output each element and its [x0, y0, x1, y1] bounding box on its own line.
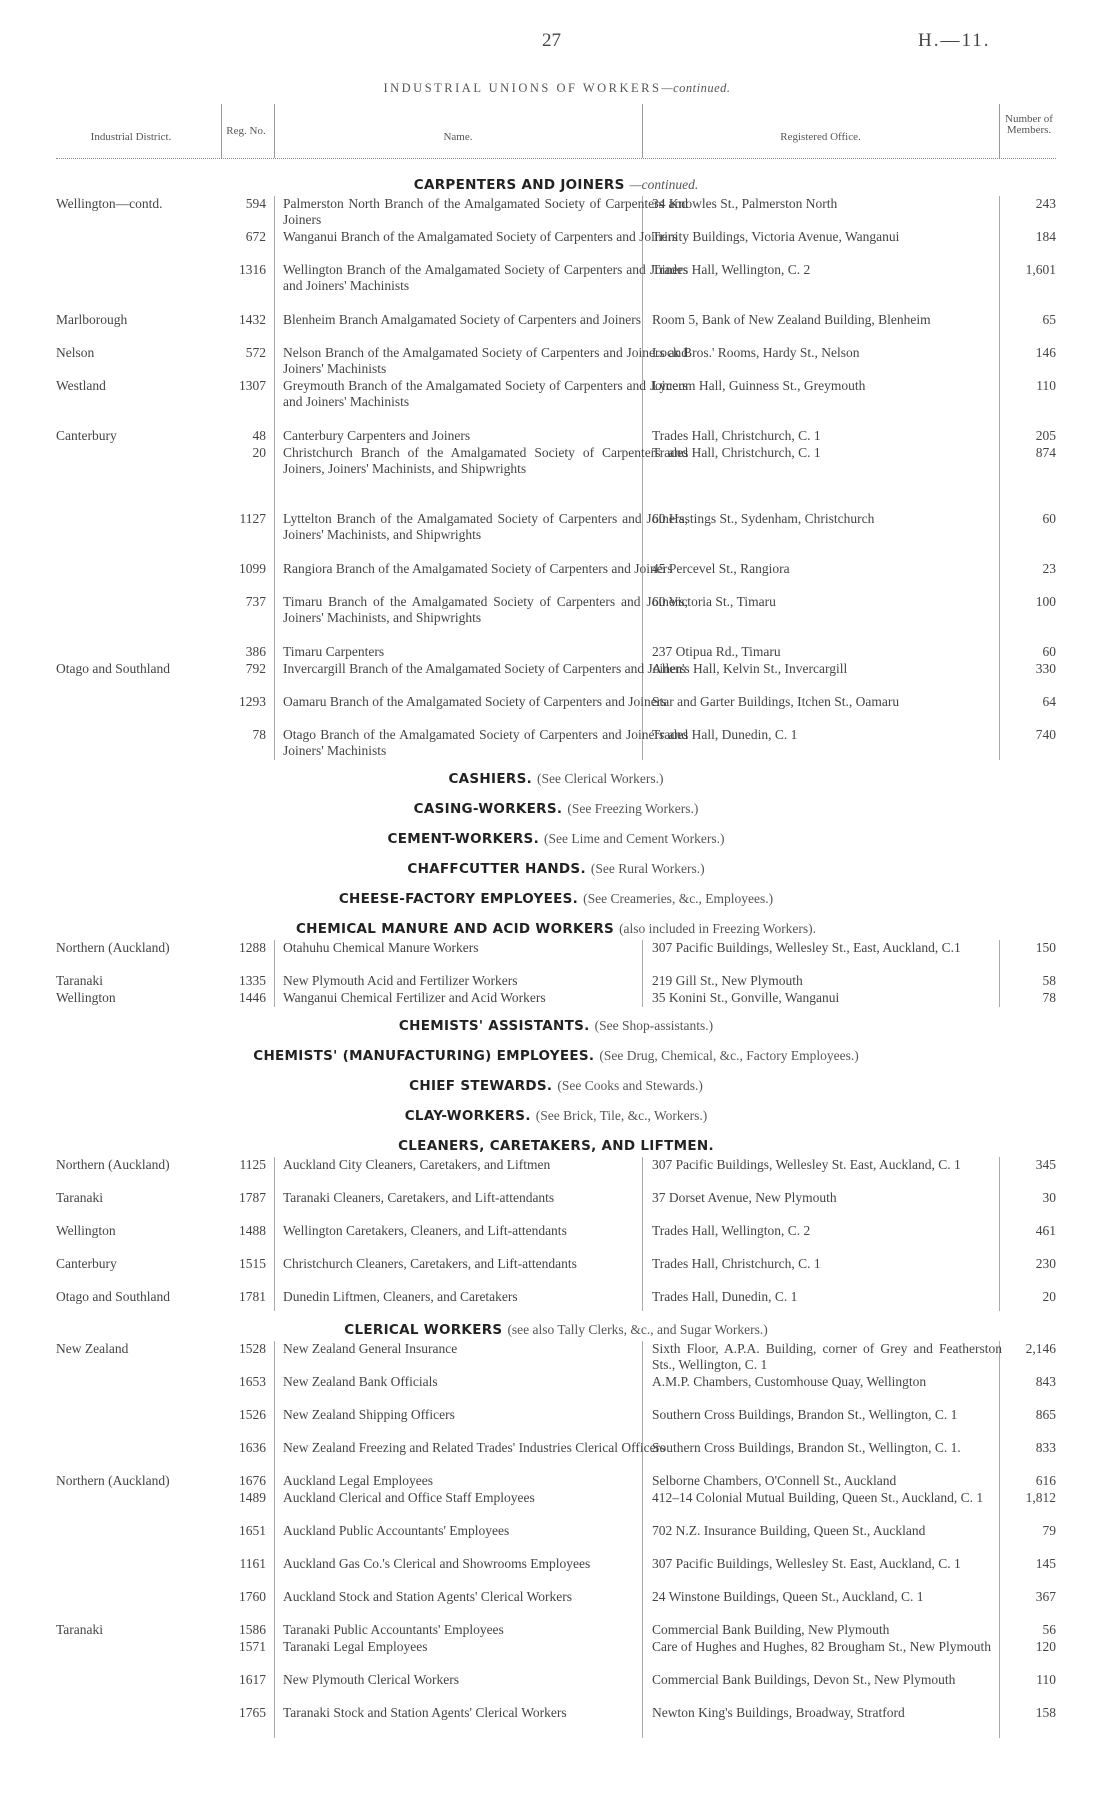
district-cell: Canterbury — [56, 428, 117, 443]
reg-number-cell: 386 — [245, 644, 266, 659]
registered-office-cell: Room 5, Bank of New Zealand Building, Blenheim — [652, 312, 931, 327]
member-count-cell: 120 — [1035, 1639, 1056, 1654]
member-count-cell: 184 — [1035, 229, 1056, 244]
member-count-cell: 56 — [1042, 1622, 1056, 1637]
table-row — [56, 229, 1056, 262]
column-header-name: Name. — [443, 131, 473, 143]
member-count-cell: 78 — [1042, 990, 1056, 1005]
column-header-row — [56, 104, 1056, 160]
registered-office-cell: Southern Cross Buildings, Brandon St., Wellington, C. 1. — [652, 1440, 961, 1455]
column-divider — [274, 727, 275, 760]
district-cell: Canterbury — [56, 1256, 117, 1271]
union-name-cell: Rangiora Branch of the Amalgamated Society of Carpenters and Joiners — [283, 561, 673, 576]
header-rule — [56, 158, 1056, 159]
registered-office-cell: Care of Hughes and Hughes, 82 Brougham St., New Plymouth — [652, 1639, 991, 1654]
union-name-cell: New Plymouth Acid and Fertilizer Workers — [283, 973, 518, 988]
table-row — [56, 1223, 1056, 1256]
column-divider — [274, 1190, 275, 1223]
section-note: (See Freezing Workers.) — [567, 801, 699, 816]
registered-office-cell: Trades Hall, Christchurch, C. 1 — [652, 1256, 821, 1271]
section-heading-carpenters-and-joiners — [56, 174, 1056, 196]
section-heading-text: CASING-WORKERS. — [413, 801, 563, 817]
column-divider — [274, 973, 275, 990]
reg-number-cell: 1488 — [239, 1223, 266, 1238]
table-row — [56, 594, 1056, 644]
reg-number-cell: 672 — [245, 229, 266, 244]
member-count-cell: 843 — [1035, 1374, 1056, 1389]
union-name-cell: Canterbury Carpenters and Joiners — [283, 428, 471, 443]
table-row — [56, 1190, 1056, 1223]
registered-office-cell: Allen's Hall, Kelvin St., Invercargill — [652, 661, 848, 676]
column-divider — [274, 1639, 275, 1672]
union-register-table — [56, 174, 1056, 1746]
registered-office-cell: Commercial Bank Building, New Plymouth — [652, 1622, 890, 1637]
section-heading-chemists-assistants — [56, 1015, 1056, 1045]
column-divider — [274, 661, 275, 694]
member-count-cell: 20 — [1042, 1289, 1056, 1304]
registered-office-cell: 412–14 Colonial Mutual Building, Queen St., Auckland, C. 1 — [652, 1490, 984, 1505]
column-divider — [274, 262, 275, 312]
registered-office-cell: Trades Hall, Dunedin, C. 1 — [652, 1289, 798, 1304]
column-divider — [274, 1341, 275, 1374]
column-divider — [274, 561, 275, 594]
table-row — [56, 1556, 1056, 1589]
union-name-cell: Otago Branch of the Amalgamated Society of Carpenters and Joiners and Joiners' Machinists — [283, 727, 688, 758]
district-cell: Northern (Auckland) — [56, 1473, 170, 1488]
registered-office-cell: Trades Hall, Wellington, C. 2 — [652, 262, 811, 277]
column-divider — [274, 428, 275, 445]
section-heading-text: CLERICAL WORKERS — [344, 1322, 503, 1338]
member-count-cell: 205 — [1035, 428, 1056, 443]
reg-number-cell: 572 — [245, 345, 266, 360]
member-count-cell: 100 — [1035, 594, 1056, 609]
reg-number-cell: 1307 — [239, 378, 266, 393]
district-cell: Wellington — [56, 1223, 116, 1238]
section-note: (See Creameries, &c., Employees.) — [583, 891, 774, 906]
table-row — [56, 940, 1056, 973]
member-count-cell: 345 — [1035, 1157, 1056, 1172]
member-count-cell: 146 — [1035, 345, 1056, 360]
section-heading-chaffcutter-hands — [56, 858, 1056, 888]
union-name-cell: Christchurch Branch of the Amalgamated Society of Carpenters and Joiners, Joiners' Machinists, and Shipwrights — [283, 445, 688, 476]
member-count-cell: 874 — [1035, 445, 1056, 460]
member-count-cell: 330 — [1035, 661, 1056, 676]
table-row — [56, 1157, 1056, 1190]
column-divider — [999, 104, 1000, 158]
member-count-cell: 30 — [1042, 1190, 1056, 1205]
column-divider — [274, 1157, 275, 1190]
member-count-cell: 60 — [1042, 644, 1056, 659]
registered-office-cell: 307 Pacific Buildings, Wellesley St. East, Auckland, C. 1 — [652, 1157, 961, 1172]
column-divider — [274, 990, 275, 1007]
union-name-cell: Invercargill Branch of the Amalgamated Society of Carpenters and Joiners — [283, 661, 686, 676]
member-count-cell: 243 — [1035, 196, 1056, 211]
reg-number-cell: 1526 — [239, 1407, 266, 1422]
section-heading-casing-workers — [56, 798, 1056, 828]
union-name-cell: Otahuhu Chemical Manure Workers — [283, 940, 479, 955]
table-row — [56, 1589, 1056, 1622]
column-divider — [274, 1705, 275, 1738]
district-cell: Northern (Auckland) — [56, 1157, 170, 1172]
reg-number-cell: 1636 — [239, 1440, 266, 1455]
table-row — [56, 727, 1056, 760]
section-spacer — [56, 760, 1056, 768]
reg-number-cell: 1617 — [239, 1672, 266, 1687]
union-name-cell: Christchurch Cleaners, Caretakers, and Lift-attendants — [283, 1256, 577, 1271]
reg-number-cell: 1586 — [239, 1622, 266, 1637]
union-name-cell: Palmerston North Branch of the Amalgamated Society of Carpenters and Joiners — [283, 196, 688, 227]
section-heading-text: CLAY-WORKERS. — [404, 1108, 531, 1124]
registered-office-cell: Star and Garter Buildings, Itchen St., Oamaru — [652, 694, 900, 709]
registered-office-cell: 702 N.Z. Insurance Building, Queen St., Auckland — [652, 1523, 926, 1538]
column-divider — [274, 1556, 275, 1589]
page-title-text: INDUSTRIAL UNIONS OF WORKERS — [383, 81, 662, 95]
column-divider — [274, 1223, 275, 1256]
section-heading-text: CHAFFCUTTER HANDS. — [407, 861, 586, 877]
registered-office-cell: 60 Hastings St., Sydenham, Christchurch — [652, 511, 875, 526]
reg-number-cell: 1288 — [239, 940, 266, 955]
reg-number-cell: 594 — [245, 196, 266, 211]
union-name-cell: New Zealand General Insurance — [283, 1341, 458, 1356]
member-count-cell: 1,601 — [1025, 262, 1056, 277]
union-name-cell: Taranaki Legal Employees — [283, 1639, 428, 1654]
reg-number-cell: 1125 — [239, 1157, 266, 1172]
column-divider — [274, 196, 275, 229]
reg-number-cell: 78 — [252, 727, 266, 742]
reg-number-cell: 1515 — [239, 1256, 266, 1271]
section-heading-text: CLEANERS, CARETAKERS, AND LIFTMEN. — [398, 1138, 714, 1154]
reg-number-cell: 1127 — [239, 511, 266, 526]
column-divider — [274, 511, 275, 561]
reg-number-cell: 48 — [252, 428, 266, 443]
column-divider — [274, 378, 275, 428]
table-row — [56, 973, 1056, 990]
registered-office-cell: 60 Victoria St., Timaru — [652, 594, 776, 609]
reg-number-cell: 1781 — [239, 1289, 266, 1304]
union-name-cell: Nelson Branch of the Amalgamated Society of Carpenters and Joiners and Joiners' Machinists — [283, 345, 688, 376]
column-divider — [274, 1490, 275, 1523]
union-name-cell: Wellington Branch of the Amalgamated Society of Carpenters and Joiners and Joiners' Machinists — [283, 262, 688, 293]
table-row — [56, 1672, 1056, 1705]
registered-office-cell: 24 Winstone Buildings, Queen St., Auckland, C. 1 — [652, 1589, 924, 1604]
column-divider — [274, 1672, 275, 1705]
registered-office-cell: 37 Dorset Avenue, New Plymouth — [652, 1190, 837, 1205]
section-note: (also included in Freezing Workers). — [619, 921, 817, 936]
reg-number-cell: 20 — [252, 445, 266, 460]
column-divider — [274, 1473, 275, 1490]
union-name-cell: Greymouth Branch of the Amalgamated Society of Carpenters and Joiners and Joiners' Machinists — [283, 378, 688, 409]
member-count-cell: 23 — [1042, 561, 1056, 576]
section-heading-text: CASHIERS. — [448, 771, 533, 787]
member-count-cell: 367 — [1035, 1589, 1056, 1604]
table-row — [56, 345, 1056, 378]
district-cell: Wellington—contd. — [56, 196, 163, 211]
column-header-members: Number of Members. — [1005, 113, 1053, 136]
district-cell: Taranaki — [56, 1622, 104, 1637]
column-header-reg: Reg. No. — [226, 125, 266, 137]
column-divider — [642, 104, 643, 158]
district-cell: Wellington — [56, 990, 116, 1005]
reg-number-cell: 1099 — [239, 561, 266, 576]
union-name-cell: Auckland Stock and Station Agents' Clerical Workers — [283, 1589, 573, 1604]
section-spacer — [56, 1738, 1056, 1746]
page-title — [0, 81, 1114, 96]
district-cell: Nelson — [56, 345, 95, 360]
member-count-cell: 865 — [1035, 1407, 1056, 1422]
reg-number-cell: 1293 — [239, 694, 266, 709]
column-header-office: Registered Office. — [780, 131, 861, 143]
section-spacer — [56, 1311, 1056, 1319]
section-heading-clerical-workers — [56, 1319, 1056, 1341]
table-row — [56, 312, 1056, 345]
section-note: (See Brick, Tile, &c., Workers.) — [535, 1108, 708, 1123]
table-row — [56, 1256, 1056, 1289]
column-divider — [274, 104, 275, 158]
member-count-cell: 461 — [1035, 1223, 1056, 1238]
page-title-suffix: —continued. — [661, 81, 731, 95]
reg-number-cell: 1489 — [239, 1490, 266, 1505]
column-divider — [274, 345, 275, 378]
table-row — [56, 262, 1056, 312]
section-note: (See Rural Workers.) — [590, 861, 705, 876]
column-divider — [274, 1622, 275, 1639]
section-heading-cashiers — [56, 768, 1056, 798]
column-divider — [274, 1289, 275, 1311]
district-cell: Taranaki — [56, 1190, 104, 1205]
registered-office-cell: Lock Bros.' Rooms, Hardy St., Nelson — [652, 345, 860, 360]
union-name-cell: New Zealand Shipping Officers — [283, 1407, 455, 1422]
table-row — [56, 1473, 1056, 1490]
member-count-cell: 60 — [1042, 511, 1056, 526]
column-divider — [274, 694, 275, 727]
union-name-cell: Auckland Public Accountants' Employees — [283, 1523, 510, 1538]
column-divider — [221, 104, 222, 158]
reg-number-cell: 1653 — [239, 1374, 266, 1389]
column-divider — [274, 1256, 275, 1289]
section-heading-text: CEMENT-WORKERS. — [387, 831, 539, 847]
reg-number-cell: 1335 — [239, 973, 266, 988]
member-count-cell: 230 — [1035, 1256, 1056, 1271]
registered-office-cell: Southern Cross Buildings, Brandon St., Wellington, C. 1 — [652, 1407, 958, 1422]
table-row — [56, 1705, 1056, 1738]
section-heading-cheese-factory-employees — [56, 888, 1056, 918]
section-heading-text: CHEESE-FACTORY EMPLOYEES. — [338, 891, 579, 907]
reg-number-cell: 1432 — [239, 312, 266, 327]
union-name-cell: Taranaki Cleaners, Caretakers, and Lift-attendants — [283, 1190, 555, 1205]
registered-office-cell: Trades Hall, Dunedin, C. 1 — [652, 727, 798, 742]
reg-number-cell: 1446 — [239, 990, 266, 1005]
section-note: (See Clerical Workers.) — [537, 771, 664, 786]
reg-number-cell: 1676 — [239, 1473, 266, 1488]
table-row — [56, 1490, 1056, 1523]
member-count-cell: 110 — [1036, 378, 1056, 393]
member-count-cell: 110 — [1036, 1672, 1056, 1687]
section-heading-text: CHIEF STEWARDS. — [409, 1078, 553, 1094]
reg-number-cell: 1651 — [239, 1523, 266, 1538]
registered-office-cell: 34 Knowles St., Palmerston North — [652, 196, 838, 211]
member-count-cell: 79 — [1042, 1523, 1056, 1538]
table-row — [56, 561, 1056, 594]
column-divider — [274, 644, 275, 661]
section-heading-cement-workers — [56, 828, 1056, 858]
union-name-cell: Oamaru Branch of the Amalgamated Society of Carpenters and Joiners — [283, 694, 667, 709]
reg-number-cell: 1316 — [239, 262, 266, 277]
registered-office-cell: Trinity Buildings, Victoria Avenue, Wanganui — [652, 229, 900, 244]
union-name-cell: Timaru Carpenters — [283, 644, 385, 659]
district-cell: Taranaki — [56, 973, 104, 988]
table-row — [56, 1622, 1056, 1639]
member-count-cell: 2,146 — [1025, 1341, 1056, 1356]
table-row — [56, 990, 1056, 1007]
member-count-cell: 833 — [1035, 1440, 1056, 1455]
table-row — [56, 1440, 1056, 1473]
registered-office-cell: 307 Pacific Buildings, Wellesley St., East, Auckland, C.1 — [652, 940, 961, 955]
table-row — [56, 1374, 1056, 1407]
table-row — [56, 1639, 1056, 1672]
union-name-cell: Timaru Branch of the Amalgamated Society of Carpenters and Joiners, Joiners' Machinists, and Shipwrights — [283, 594, 688, 625]
member-count-cell: 64 — [1042, 694, 1056, 709]
registered-office-cell: Trades Hall, Wellington, C. 2 — [652, 1223, 811, 1238]
section-note: (See Shop-assistants.) — [594, 1018, 714, 1033]
reg-number-cell: 737 — [245, 594, 266, 609]
table-row — [56, 1289, 1056, 1311]
registered-office-cell: Selborne Chambers, O'Connell St., Auckland — [652, 1473, 897, 1488]
union-name-cell: Taranaki Public Accountants' Employees — [283, 1622, 504, 1637]
column-divider — [274, 1374, 275, 1407]
registered-office-cell: Sixth Floor, A.P.A. Building, corner of Grey and Featherston Sts., Wellington, C. 1 — [652, 1341, 1002, 1372]
union-name-cell: Auckland Clerical and Office Staff Employees — [283, 1490, 535, 1505]
reg-number-cell: 792 — [245, 661, 266, 676]
page-number: 27 — [542, 30, 561, 51]
union-name-cell: Wellington Caretakers, Cleaners, and Lift-attendants — [283, 1223, 567, 1238]
column-divider — [274, 1407, 275, 1440]
registered-office-cell: 35 Konini St., Gonville, Wanganui — [652, 990, 840, 1005]
union-name-cell: New Zealand Bank Officials — [283, 1374, 438, 1389]
member-count-cell: 58 — [1042, 973, 1056, 988]
table-row — [56, 378, 1056, 428]
member-count-cell: 616 — [1035, 1473, 1056, 1488]
section-note: (See Lime and Cement Workers.) — [544, 831, 725, 846]
member-count-cell: 65 — [1042, 312, 1056, 327]
union-name-cell: Wanganui Branch of the Amalgamated Society of Carpenters and Joiners — [283, 229, 678, 244]
district-cell: Westland — [56, 378, 106, 393]
table-row — [56, 644, 1056, 661]
union-name-cell: Auckland City Cleaners, Caretakers, and Liftmen — [283, 1157, 551, 1172]
section-heading-text: CHEMICAL MANURE AND ACID WORKERS — [295, 921, 615, 937]
union-name-cell: New Zealand Freezing and Related Trades' Industries Clerical Officers — [283, 1440, 666, 1455]
table-row — [56, 428, 1056, 445]
union-name-cell: Wanganui Chemical Fertilizer and Acid Workers — [283, 990, 546, 1005]
registered-office-cell: Trades Hall, Christchurch, C. 1 — [652, 428, 821, 443]
section-spacer — [56, 1007, 1056, 1015]
reg-number-cell: 1765 — [239, 1705, 266, 1720]
section-heading-cleaners-caretakers-and-liftmen — [56, 1135, 1056, 1157]
section-heading-chemical-manure-and-acid-workers — [56, 918, 1056, 940]
reg-number-cell: 1161 — [239, 1556, 266, 1571]
column-divider — [274, 445, 275, 511]
registered-office-cell: 307 Pacific Buildings, Wellesley St. East, Auckland, C. 1 — [652, 1556, 961, 1571]
registered-office-cell: Commercial Bank Buildings, Devon St., New Plymouth — [652, 1672, 956, 1687]
table-row — [56, 445, 1056, 511]
member-count-cell: 150 — [1035, 940, 1056, 955]
section-note: (see also Tally Clerks, &c., and Sugar Workers.) — [507, 1322, 768, 1337]
column-divider — [274, 1440, 275, 1473]
document-reference: H.—11. — [918, 30, 991, 51]
reg-number-cell: 1760 — [239, 1589, 266, 1604]
column-header-district: Industrial District. — [90, 131, 172, 143]
union-name-cell: Lyttelton Branch of the Amalgamated Society of Carpenters and Joiners, Joiners' Machinists, and Shipwrights — [283, 511, 688, 542]
table-row — [56, 1341, 1056, 1374]
district-cell: New Zealand — [56, 1341, 129, 1356]
district-cell: Otago and Southland — [56, 1289, 170, 1304]
column-divider — [274, 1523, 275, 1556]
section-heading-chief-stewards — [56, 1075, 1056, 1105]
section-heading-text: CARPENTERS AND JOINERS — [413, 177, 625, 193]
member-count-cell: 145 — [1035, 1556, 1056, 1571]
table-row — [56, 511, 1056, 561]
column-divider — [274, 940, 275, 973]
registered-office-cell: Newton King's Buildings, Broadway, Stratford — [652, 1705, 905, 1720]
section-note: —continued. — [629, 177, 699, 192]
column-divider — [274, 229, 275, 262]
district-cell: Northern (Auckland) — [56, 940, 170, 955]
table-row — [56, 1523, 1056, 1556]
section-note: (See Cooks and Stewards.) — [557, 1078, 703, 1093]
section-note: (See Drug, Chemical, &c., Factory Employees.) — [599, 1048, 859, 1063]
column-divider — [274, 312, 275, 345]
section-heading-chemists-manufacturing-employees — [56, 1045, 1056, 1075]
member-count-cell: 740 — [1035, 727, 1056, 742]
table-row — [56, 661, 1056, 694]
reg-number-cell: 1528 — [239, 1341, 266, 1356]
district-cell: Marlborough — [56, 312, 128, 327]
union-name-cell: Auckland Legal Employees — [283, 1473, 433, 1488]
district-cell: Otago and Southland — [56, 661, 170, 676]
section-heading-text: CHEMISTS' (MANUFACTURING) EMPLOYEES. — [253, 1048, 595, 1064]
registered-office-cell: Trades Hall, Christchurch, C. 1 — [652, 445, 821, 460]
registered-office-cell: 237 Otipua Rd., Timaru — [652, 644, 781, 659]
union-name-cell: Taranaki Stock and Station Agents' Clerical Workers — [283, 1705, 567, 1720]
section-heading-clay-workers — [56, 1105, 1056, 1135]
reg-number-cell: 1787 — [239, 1190, 266, 1205]
registered-office-cell: Lyceum Hall, Guinness St., Greymouth — [652, 378, 866, 393]
registered-office-cell: 219 Gill St., New Plymouth — [652, 973, 803, 988]
section-heading-text: CHEMISTS' ASSISTANTS. — [398, 1018, 590, 1034]
member-count-cell: 1,812 — [1025, 1490, 1056, 1505]
registered-office-cell: A.M.P. Chambers, Customhouse Quay, Wellington — [652, 1374, 927, 1389]
member-count-cell: 158 — [1035, 1705, 1056, 1720]
table-row — [56, 196, 1056, 229]
column-divider — [274, 594, 275, 644]
union-name-cell: Dunedin Liftmen, Cleaners, and Caretakers — [283, 1289, 518, 1304]
table-row — [56, 694, 1056, 727]
union-name-cell: Auckland Gas Co.'s Clerical and Showrooms Employees — [283, 1556, 591, 1571]
registered-office-cell: 45 Percevel St., Rangiora — [652, 561, 790, 576]
reg-number-cell: 1571 — [239, 1639, 266, 1654]
union-name-cell: New Plymouth Clerical Workers — [283, 1672, 460, 1687]
union-name-cell: Blenheim Branch Amalgamated Society of Carpenters and Joiners — [283, 312, 642, 327]
column-divider — [274, 1589, 275, 1622]
table-row — [56, 1407, 1056, 1440]
